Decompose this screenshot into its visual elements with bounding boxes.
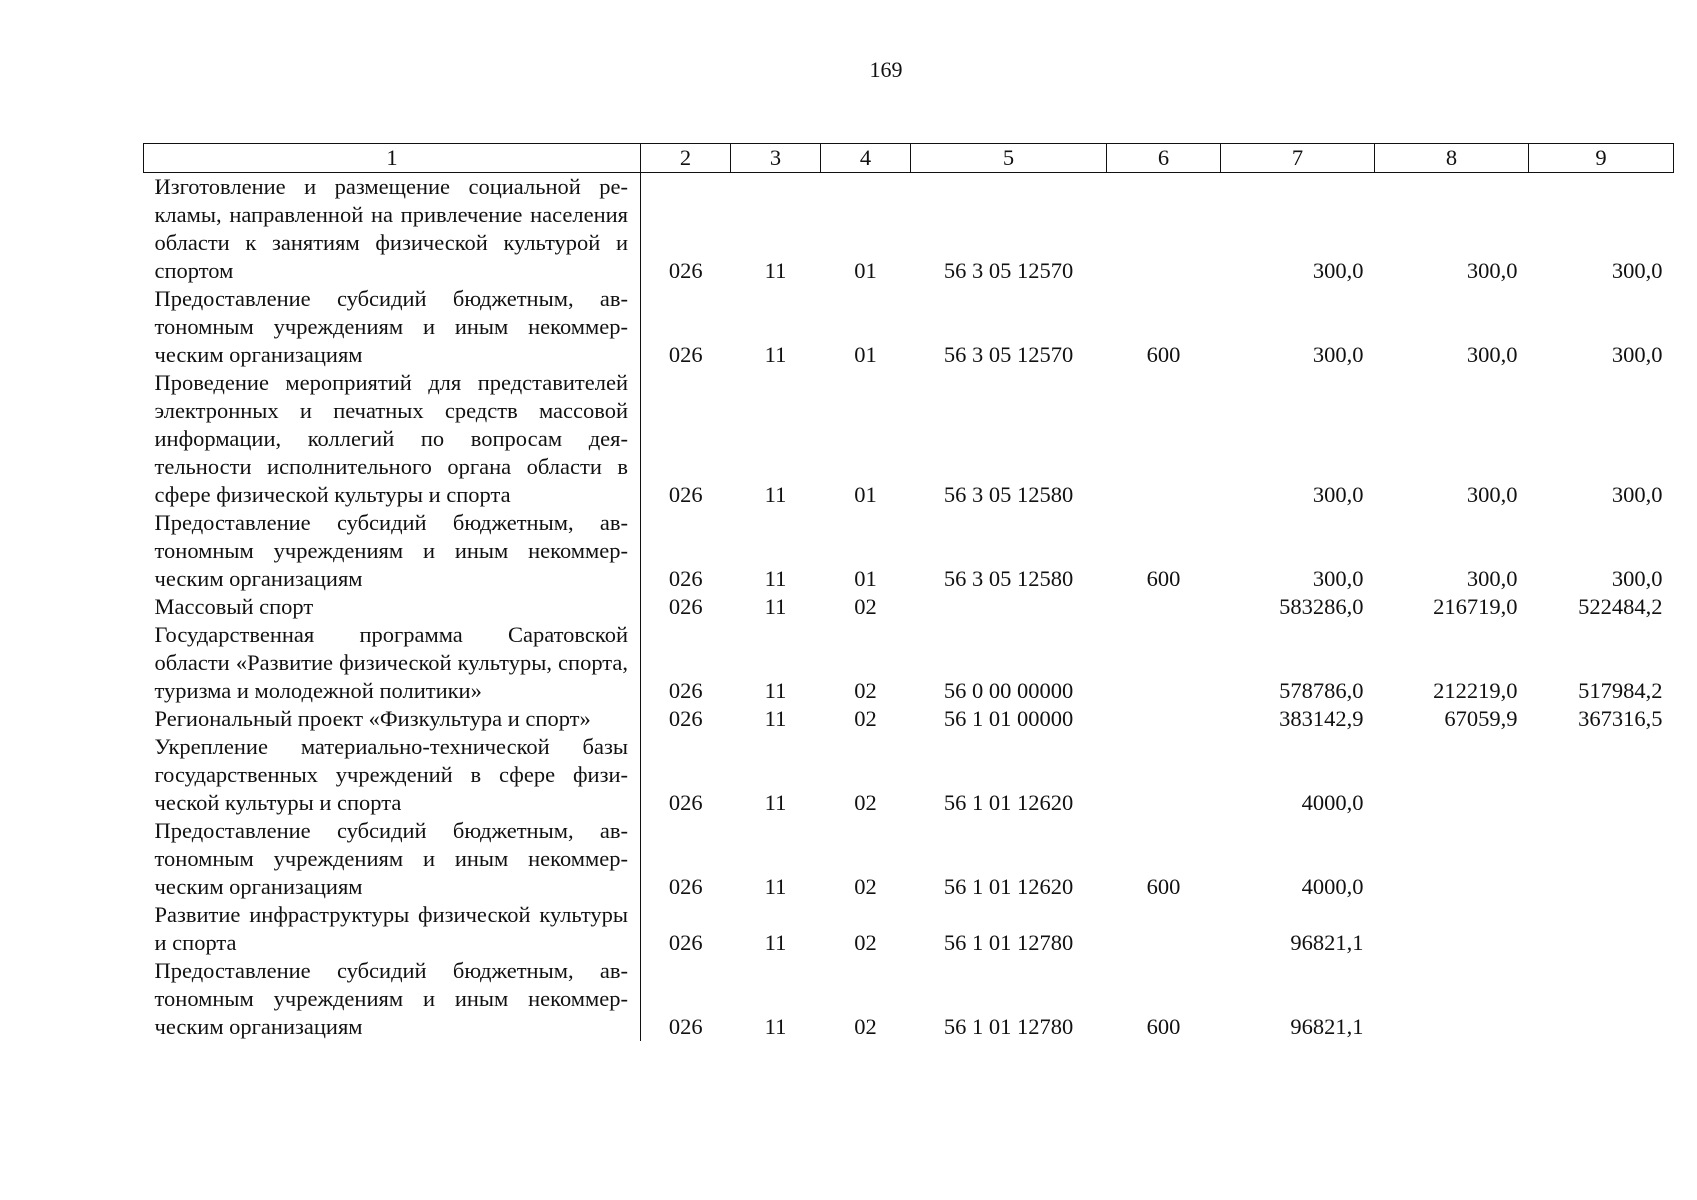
amount-col-7: 300,0 bbox=[1312, 566, 1364, 591]
amount-col-9 bbox=[1529, 733, 1674, 817]
target-article-code: 56 1 01 12620 bbox=[943, 874, 1074, 899]
target-article-code: 56 1 01 12780 bbox=[943, 1014, 1074, 1039]
table-header-row bbox=[144, 144, 1674, 173]
section-code: 11 bbox=[764, 874, 787, 899]
amount-col-8: 300,0 bbox=[1466, 258, 1518, 283]
amount-col-8: 216719,0 bbox=[1433, 594, 1518, 619]
item-name: Предоставление субсидий бюджетным, автономным учреждениям и иным некоммерческим организациям bbox=[144, 509, 641, 593]
amount-col-9: 300,0 bbox=[1611, 482, 1663, 507]
section-code: 11 bbox=[764, 342, 787, 367]
section-code: 11 bbox=[764, 482, 787, 507]
amount-col-7: 96821,1 bbox=[1290, 1014, 1364, 1039]
department-code: 026 bbox=[668, 482, 703, 507]
department-code: 026 bbox=[668, 1014, 703, 1039]
table-row bbox=[144, 285, 1674, 369]
amount-col-7: 583286,0 bbox=[1279, 594, 1364, 619]
section-code: 11 bbox=[764, 566, 787, 591]
expense-type-code bbox=[1107, 593, 1221, 621]
expense-type-code: 600 bbox=[1146, 1014, 1181, 1039]
amount-col-9: 517984,2 bbox=[1578, 678, 1663, 703]
amount-col-9 bbox=[1529, 817, 1674, 901]
section-code: 11 bbox=[764, 594, 787, 619]
amount-col-9: 367316,5 bbox=[1578, 706, 1663, 731]
item-name: Предоставление субсидий бюджетным, автономным учреждениям и иным некоммерческим организациям bbox=[144, 817, 641, 901]
amount-col-7: 96821,1 bbox=[1290, 930, 1364, 955]
amount-col-9: 300,0 bbox=[1611, 342, 1663, 367]
target-article-code: 56 3 05 12580 bbox=[943, 482, 1074, 507]
amount-col-7: 300,0 bbox=[1312, 482, 1364, 507]
table-row bbox=[144, 705, 1674, 733]
target-article-code: 56 3 05 12570 bbox=[943, 258, 1074, 283]
item-name: Государственная программа Саратовской области «Развитие физической культуры, спорта, туризма и молодежной политики» bbox=[144, 621, 641, 705]
column-header: 3 bbox=[731, 144, 821, 173]
target-article-code: 56 1 01 12780 bbox=[943, 930, 1074, 955]
amount-col-9: 300,0 bbox=[1611, 258, 1663, 283]
amount-col-9 bbox=[1529, 957, 1674, 1041]
amount-col-8 bbox=[1375, 957, 1529, 1041]
amount-col-7: 4000,0 bbox=[1301, 790, 1364, 815]
amount-col-8: 300,0 bbox=[1466, 566, 1518, 591]
amount-col-8: 212219,0 bbox=[1433, 678, 1518, 703]
item-name: Изготовление и размещение социальной рекламы, направленной на привлечение населения области к занятиям физической культурой и спортом bbox=[144, 173, 641, 286]
table-row bbox=[144, 621, 1674, 705]
department-code: 026 bbox=[668, 678, 703, 703]
table-row bbox=[144, 957, 1674, 1041]
budget-table bbox=[143, 143, 1674, 1041]
item-name: Укрепление материально-технической базы государственных учреждений в сфере физической культуры и спорта bbox=[144, 733, 641, 817]
column-header: 8 bbox=[1375, 144, 1529, 173]
expense-type-code bbox=[1107, 621, 1221, 705]
item-name: Проведение мероприятий для представителей электронных и печатных средств массовой информации, коллегий по вопросам деятельности исполнительного органа области в сфере физической культуры и спорта bbox=[144, 369, 641, 509]
target-article-code: 56 3 05 12580 bbox=[943, 566, 1074, 591]
amount-col-7: 300,0 bbox=[1312, 342, 1364, 367]
department-code: 026 bbox=[668, 790, 703, 815]
department-code: 026 bbox=[668, 706, 703, 731]
expense-type-code bbox=[1107, 705, 1221, 733]
column-header: 6 bbox=[1107, 144, 1221, 173]
subsection-code: 02 bbox=[854, 1014, 877, 1039]
column-header: 1 bbox=[144, 144, 641, 173]
item-name: Массовый спорт bbox=[144, 593, 641, 621]
subsection-code: 02 bbox=[854, 594, 877, 619]
department-code: 026 bbox=[668, 342, 703, 367]
section-code: 11 bbox=[764, 790, 787, 815]
target-article-code: 56 1 01 00000 bbox=[943, 706, 1074, 731]
table-row bbox=[144, 817, 1674, 901]
amount-col-9: 300,0 bbox=[1611, 566, 1663, 591]
amount-col-8: 300,0 bbox=[1466, 342, 1518, 367]
amount-col-8: 300,0 bbox=[1466, 482, 1518, 507]
section-code: 11 bbox=[764, 678, 787, 703]
expense-type-code: 600 bbox=[1146, 874, 1181, 899]
subsection-code: 01 bbox=[854, 258, 877, 283]
expense-type-code bbox=[1107, 901, 1221, 957]
subsection-code: 02 bbox=[854, 706, 877, 731]
table-body bbox=[144, 173, 1674, 1042]
subsection-code: 02 bbox=[854, 874, 877, 899]
section-code: 11 bbox=[764, 258, 787, 283]
amount-col-8: 67059,9 bbox=[1444, 706, 1518, 731]
target-article-code bbox=[911, 593, 1107, 621]
amount-col-7: 4000,0 bbox=[1301, 874, 1364, 899]
department-code: 026 bbox=[668, 258, 703, 283]
item-name: Предоставление субсидий бюджетным, автономным учреждениям и иным некоммерческим организациям bbox=[144, 957, 641, 1041]
section-code: 11 bbox=[764, 930, 787, 955]
amount-col-7: 300,0 bbox=[1312, 258, 1364, 283]
page-number: 169 bbox=[869, 57, 903, 82]
table-row bbox=[144, 901, 1674, 957]
table-row bbox=[144, 173, 1674, 286]
amount-col-9 bbox=[1529, 901, 1674, 957]
amount-col-7: 578786,0 bbox=[1279, 678, 1364, 703]
subsection-code: 01 bbox=[854, 342, 877, 367]
subsection-code: 01 bbox=[854, 482, 877, 507]
amount-col-8 bbox=[1375, 817, 1529, 901]
subsection-code: 01 bbox=[854, 566, 877, 591]
subsection-code: 02 bbox=[854, 790, 877, 815]
expense-type-code bbox=[1107, 369, 1221, 509]
amount-col-8 bbox=[1375, 733, 1529, 817]
table-row bbox=[144, 733, 1674, 817]
target-article-code: 56 3 05 12570 bbox=[943, 342, 1074, 367]
amount-col-8 bbox=[1375, 901, 1529, 957]
subsection-code: 02 bbox=[854, 678, 877, 703]
target-article-code: 56 0 00 00000 bbox=[943, 678, 1074, 703]
column-header: 9 bbox=[1529, 144, 1674, 173]
table-row bbox=[144, 593, 1674, 621]
department-code: 026 bbox=[668, 930, 703, 955]
target-article-code: 56 1 01 12620 bbox=[943, 790, 1074, 815]
department-code: 026 bbox=[668, 594, 703, 619]
subsection-code: 02 bbox=[854, 930, 877, 955]
item-name: Региональный проект «Физкультура и спорт» bbox=[144, 705, 641, 733]
expense-type-code: 600 bbox=[1146, 566, 1181, 591]
column-header: 2 bbox=[641, 144, 731, 173]
expense-type-code: 600 bbox=[1146, 342, 1181, 367]
department-code: 026 bbox=[668, 566, 703, 591]
section-code: 11 bbox=[764, 1014, 787, 1039]
department-code: 026 bbox=[668, 874, 703, 899]
item-name: Развитие инфраструктуры физической культуры и спорта bbox=[144, 901, 641, 957]
amount-col-7: 383142,9 bbox=[1279, 706, 1364, 731]
table-row bbox=[144, 369, 1674, 509]
column-header: 5 bbox=[911, 144, 1107, 173]
item-name: Предоставление субсидий бюджетным, автономным учреждениям и иным некоммерческим организациям bbox=[144, 285, 641, 369]
column-header: 4 bbox=[821, 144, 911, 173]
column-header: 7 bbox=[1221, 144, 1375, 173]
expense-type-code bbox=[1107, 173, 1221, 286]
section-code: 11 bbox=[764, 706, 787, 731]
amount-col-9: 522484,2 bbox=[1578, 594, 1663, 619]
table-row bbox=[144, 509, 1674, 593]
expense-type-code bbox=[1107, 733, 1221, 817]
